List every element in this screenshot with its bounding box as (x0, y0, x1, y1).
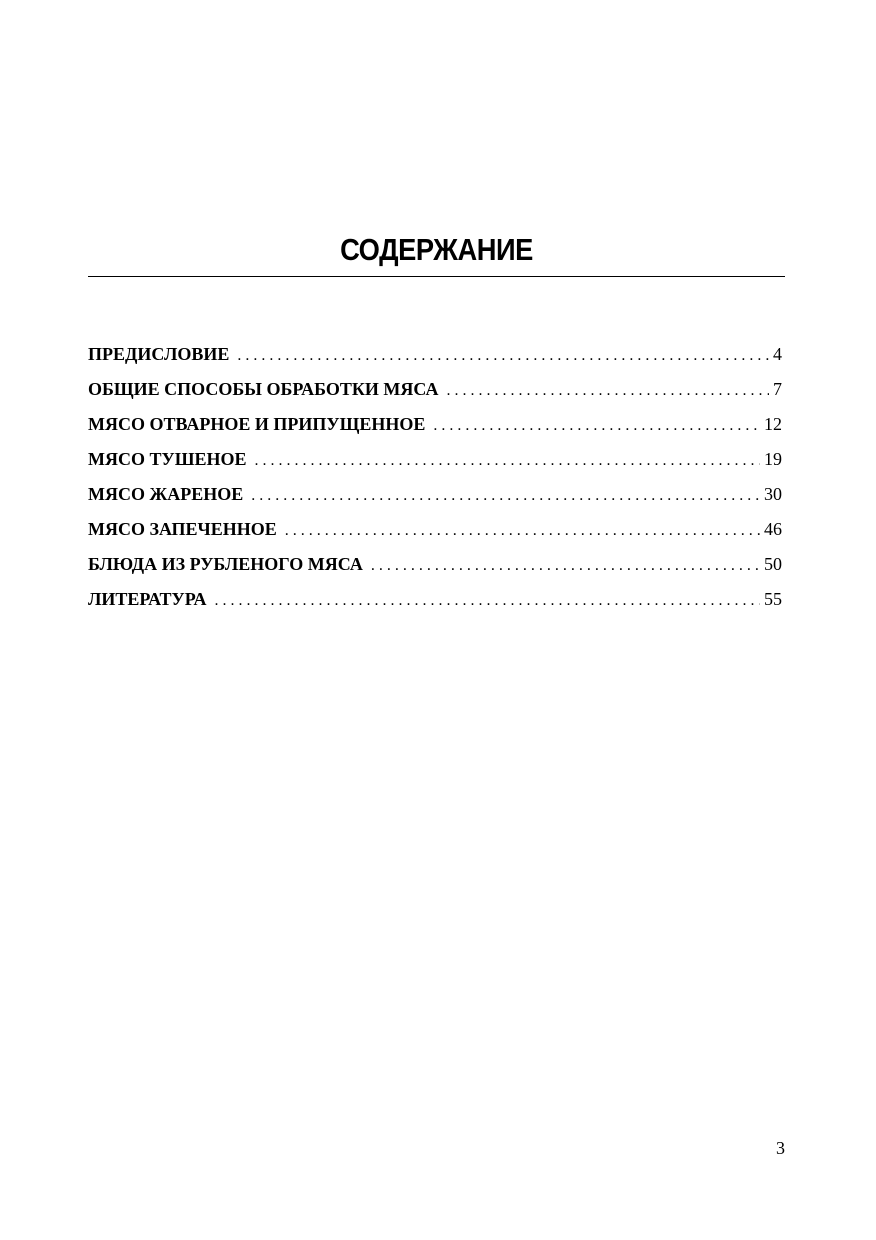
title-underline (88, 276, 785, 277)
table-of-contents (88, 340, 782, 620)
toc-entry-page: 12 (764, 414, 782, 434)
toc-entry-page: 19 (764, 449, 782, 469)
toc-entry-page: 55 (764, 589, 782, 609)
toc-entry-title: МЯСО ТУШЕНОЕ (88, 449, 247, 469)
toc-entry-title: ЛИТЕРАТУРА (88, 589, 207, 609)
toc-entry-page: 4 (773, 344, 782, 364)
toc-entry[interactable] (88, 480, 782, 515)
toc-entry[interactable] (88, 445, 782, 480)
toc-dot-leader (285, 517, 760, 545)
page-title: СОДЕРЖАНИЕ (340, 232, 533, 267)
toc-entry-page: 50 (764, 554, 782, 574)
toc-dot-leader (433, 412, 760, 440)
toc-entry-title: БЛЮДА ИЗ РУБЛЕНОГО МЯСА (88, 554, 363, 574)
toc-entry[interactable] (88, 340, 782, 375)
toc-dot-leader (447, 377, 770, 405)
toc-entry-title: МЯСО ЗАПЕЧЕННОЕ (88, 519, 277, 539)
toc-dot-leader (237, 342, 769, 370)
toc-entry-title: МЯСО ОТВАРНОЕ И ПРИПУЩЕННОЕ (88, 414, 426, 434)
toc-dot-leader (214, 587, 760, 615)
toc-entry[interactable] (88, 410, 782, 445)
toc-dot-leader (254, 447, 760, 475)
toc-entry-title: ОБЩИЕ СПОСОБЫ ОБРАБОТКИ МЯСА (88, 379, 439, 399)
toc-entry[interactable] (88, 515, 782, 550)
page-number: 3 (776, 1138, 785, 1158)
toc-dot-leader (371, 552, 760, 580)
toc-entry-page: 30 (764, 484, 782, 504)
toc-entry[interactable] (88, 585, 782, 620)
toc-entry[interactable] (88, 375, 782, 410)
toc-dot-leader (251, 482, 760, 510)
toc-entry-page: 46 (764, 519, 782, 539)
toc-entry-title: ПРЕДИСЛОВИЕ (88, 344, 230, 364)
toc-entry-title: МЯСО ЖАРЕНОЕ (88, 484, 244, 504)
toc-entry-page: 7 (773, 379, 782, 399)
toc-entry[interactable] (88, 550, 782, 585)
